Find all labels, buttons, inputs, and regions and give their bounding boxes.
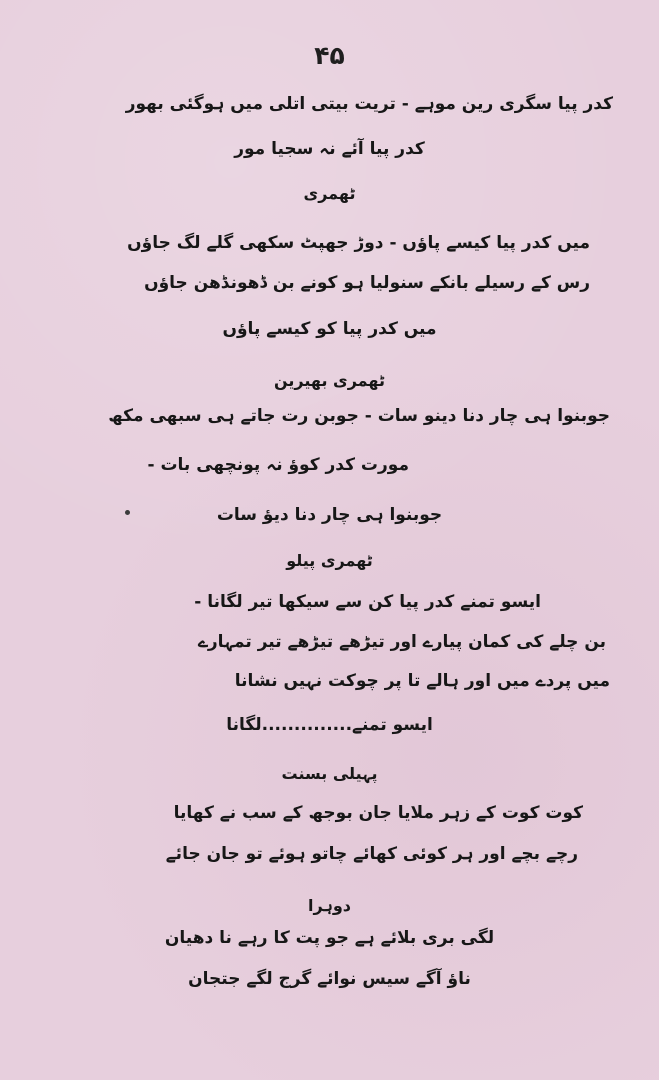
verse-line-11: میں پردے میں اور ہالے تا پر چوکت نہیں نشانا [234,671,610,691]
page-number: ۴۵ [314,41,345,70]
verse-line-5: میں کدر پیا کو کیسے پاؤں [222,319,437,339]
verse-line-12: ایسو تمنے..............لگانا [226,715,433,735]
verse-line-16: ناؤ آگے سیس نوائے گرج لگے جتجان [188,969,471,989]
verse-line-7: مورت کدر کوؤ نہ پونچھی بات - [147,455,409,475]
verse-line-13: کوت کوت کے زہر ملایا جان بوجھ کے سب نے کھایا [173,803,583,823]
section-heading-dohra: دوہرا [308,896,351,915]
section-heading-paheli-basant: پہیلی بسنت [281,764,378,783]
verse-line-4: رس کے رسیلے بانکے سنولیا ہو کونے بن ڈھونڈھن جاؤں [144,273,590,293]
verse-line-8: جوبنوا ہی چار دنا دیؤ سات [216,505,443,525]
verse-line-2: کدر پیا آئے نہ سجیا مور [234,139,425,159]
verse-line-1: کدر پیا سگری رین موہے - تریت بیتی اتلی میں ہوگئی بھور [125,94,613,114]
ink-dot [125,510,130,515]
verse-line-10: بن چلے کی کمان پیارے اور تیڑھے تیڑھے تیر تمہارے [197,632,606,652]
section-heading-thumri-bhairavin: ٹھمری بھیرین [274,371,385,390]
verse-line-15: لگی بری بلائے ہے جو پت کا رہے نا دھیان [164,928,495,948]
verse-line-14: رچے بچے اور ہر کوئی کھائے چاتو ہوئے تو جان جائے [165,844,578,864]
section-heading-thumri-peelu: ٹھمری پیلو [286,551,373,570]
verse-line-9: ایسو تمنے کدر پیا کن سے سیکھا تیر لگانا - [194,592,541,612]
verse-line-3: میں کدر پیا کیسے پاؤں - دوڑ جھپٹ سکھی گلے لگ جاؤں [127,233,590,253]
verse-line-6: جوبنوا ہی چار دنا دینو سات - جوبن رت جاتے ہی سبھی مکھ [108,406,610,426]
section-heading-thumri: ٹھمری [303,184,356,203]
